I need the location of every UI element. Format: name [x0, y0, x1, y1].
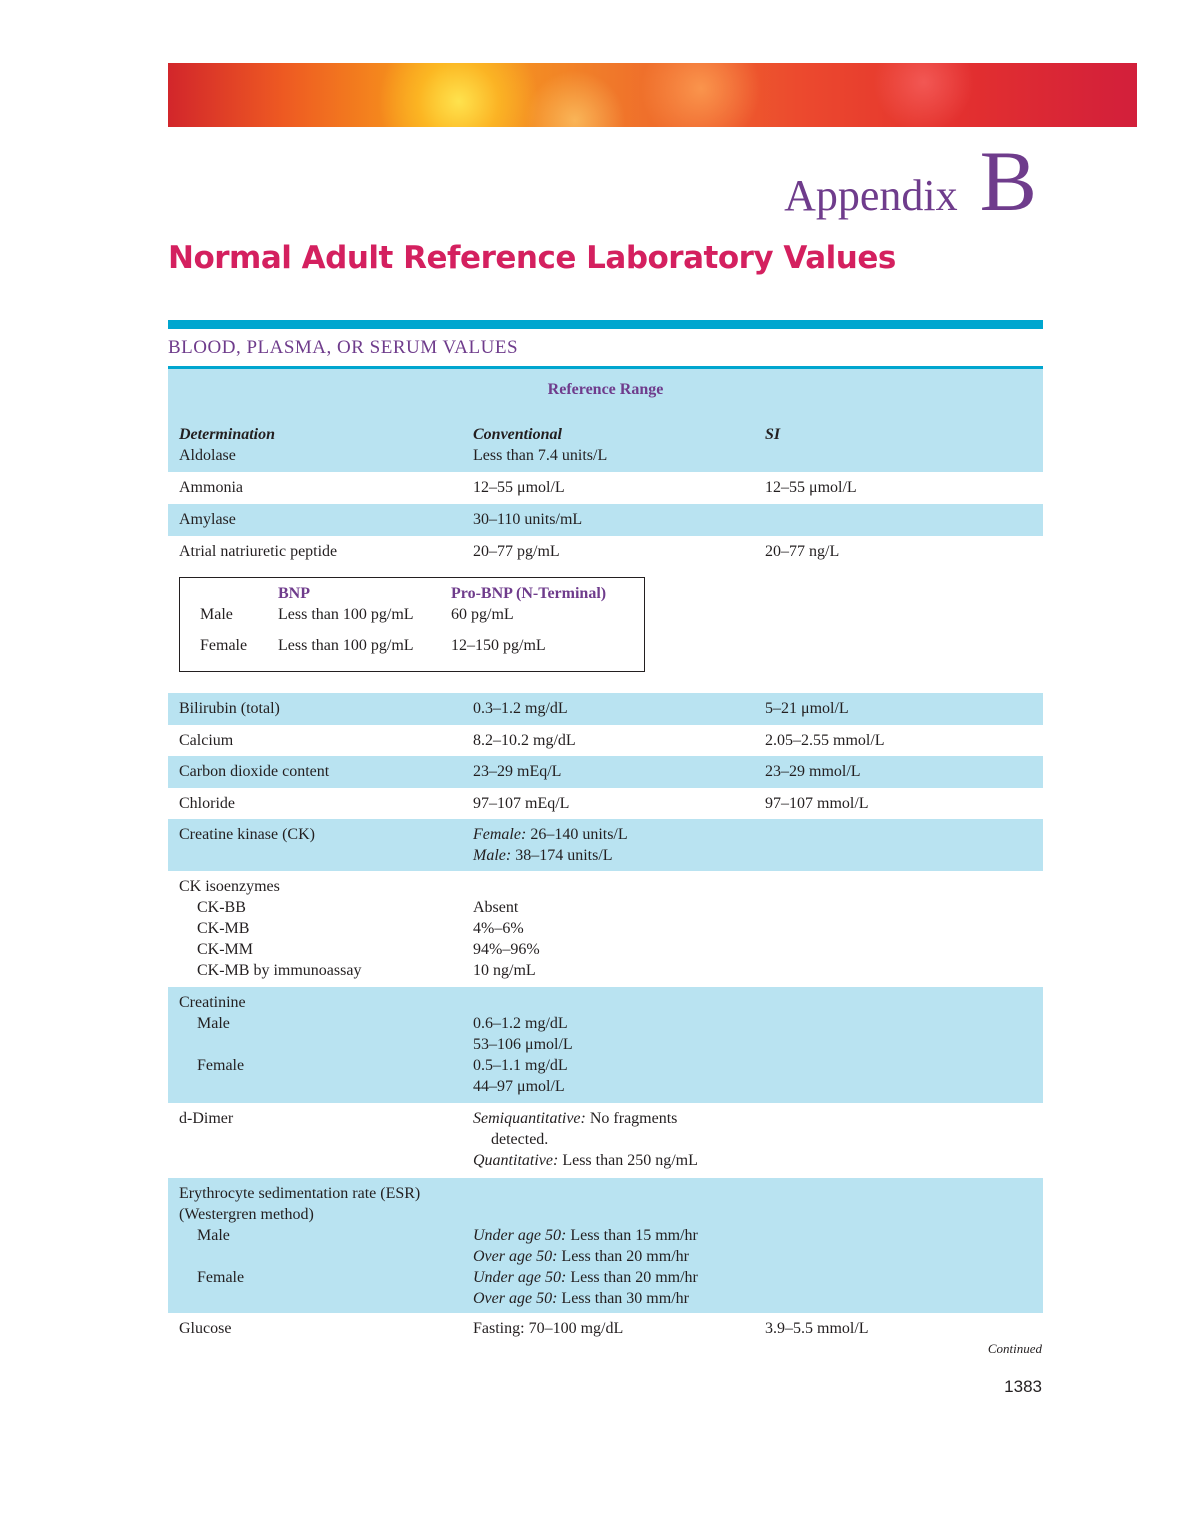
- determination-cell: Creatine kinase (CK): [179, 826, 315, 843]
- subitem-cell: Female: [197, 1057, 245, 1074]
- si-cell: 23–29 mmol/L: [765, 763, 861, 780]
- determination-cell: Chloride: [179, 795, 235, 812]
- column-header-si: SI: [765, 426, 781, 443]
- appendix-word: Appendix: [784, 171, 958, 220]
- conventional-cell: 8.2–10.2 mg/dL: [473, 732, 576, 749]
- conventional-cell: Fasting: 70–100 mg/dL: [473, 1320, 624, 1337]
- bnp-sex-cell: Female: [200, 637, 248, 654]
- conventional-cell: Semiquantitative: No fragments: [473, 1110, 678, 1127]
- conventional-cell: 53–106 μmol/L: [473, 1036, 573, 1053]
- table-row: [168, 1178, 1043, 1313]
- continued-note: Continued: [987, 1341, 1042, 1356]
- conventional-cell: Over age 50: Less than 30 mm/hr: [473, 1290, 689, 1307]
- si-cell: 5–21 μmol/L: [765, 700, 849, 717]
- conventional-cell: Male: 38–174 units/L: [473, 847, 613, 864]
- probnp-column-header: Pro-BNP (N-Terminal): [451, 585, 607, 602]
- determination-cell: Bilirubin (total): [179, 700, 280, 717]
- reference-range-heading: Reference Range: [547, 381, 664, 398]
- conventional-cell: 12–55 μmol/L: [473, 479, 565, 496]
- conventional-cell: 23–29 mEq/L: [473, 763, 562, 780]
- conventional-cell: detected.: [491, 1131, 549, 1148]
- conventional-cell: 20–77 pg/mL: [473, 543, 560, 560]
- subitem-cell: Female: [197, 1269, 245, 1286]
- conventional-cell: 44–97 μmol/L: [473, 1078, 565, 1095]
- subitem-cell: CK-MB by immunoassay: [197, 962, 362, 979]
- determination-cell: Amylase: [179, 511, 236, 528]
- si-cell: 12–55 μmol/L: [765, 479, 857, 496]
- appendix-heading: [784, 133, 1037, 229]
- table-row: [168, 1313, 1043, 1345]
- page-number: 1383: [1004, 1377, 1042, 1396]
- determination-cell: (Westergren method): [179, 1206, 314, 1223]
- si-cell: 3.9–5.5 mmol/L: [765, 1320, 869, 1337]
- determination-cell: Ammonia: [179, 479, 243, 496]
- bnp-column-header: BNP: [278, 585, 310, 602]
- conventional-cell: Quantitative: Less than 250 ng/mL: [473, 1152, 698, 1169]
- conventional-cell: 0.5–1.1 mg/dL: [473, 1057, 568, 1074]
- determination-cell: Carbon dioxide content: [179, 763, 330, 780]
- conventional-cell: Under age 50: Less than 20 mm/hr: [473, 1269, 698, 1286]
- subitem-cell: Male: [197, 1015, 230, 1032]
- bnp-subtable: [179, 577, 645, 672]
- si-cell: 20–77 ng/L: [765, 543, 840, 560]
- conventional-cell: 97–107 mEq/L: [473, 795, 570, 812]
- determination-cell: Aldolase: [179, 447, 236, 464]
- subitem-cell: CK-MB: [197, 920, 250, 937]
- conventional-cell: 4%–6%: [473, 920, 524, 937]
- section-title: BLOOD, PLASMA, OR SERUM VALUES: [168, 337, 519, 358]
- determination-cell: Atrial natriuretic peptide: [179, 543, 338, 560]
- conventional-cell: Absent: [473, 899, 519, 916]
- determination-cell: Calcium: [179, 732, 234, 749]
- conventional-cell: Less than 7.4 units/L: [473, 447, 608, 464]
- determination-cell: Glucose: [179, 1320, 232, 1337]
- column-header-determination: Determination: [179, 426, 276, 443]
- determination-cell: CK isoenzymes: [179, 878, 280, 895]
- probnp-value-cell: 12–150 pg/mL: [451, 637, 546, 654]
- table-row: [168, 725, 1043, 756]
- conventional-cell: 94%–96%: [473, 941, 540, 958]
- subitem-cell: Male: [197, 1227, 230, 1244]
- conventional-cell: 30–110 units/mL: [473, 511, 583, 528]
- conventional-cell: Female: 26–140 units/L: [473, 826, 628, 843]
- si-cell: 2.05–2.55 mmol/L: [765, 732, 885, 749]
- bnp-value-cell: Less than 100 pg/mL: [278, 637, 414, 654]
- section-divider-thick: [168, 320, 1043, 329]
- determination-cell: d-Dimer: [179, 1110, 234, 1127]
- bnp-value-cell: Less than 100 pg/mL: [278, 606, 414, 623]
- conventional-cell: Over age 50: Less than 20 mm/hr: [473, 1248, 689, 1265]
- table-row: [168, 1103, 1043, 1178]
- determination-cell: Creatinine: [179, 994, 246, 1011]
- conventional-cell: 0.6–1.2 mg/dL: [473, 1015, 568, 1032]
- table-row: [168, 756, 1043, 788]
- si-cell: 97–107 mmol/L: [765, 795, 869, 812]
- subitem-cell: CK-MM: [197, 941, 254, 958]
- table-header-row: [168, 369, 1043, 472]
- conventional-cell: 0.3–1.2 mg/dL: [473, 700, 568, 717]
- table-row: [168, 871, 1043, 987]
- table-row: [168, 504, 1043, 536]
- appendix-letter: B: [979, 133, 1037, 229]
- bnp-sex-cell: Male: [200, 606, 233, 623]
- table-row: [168, 693, 1043, 725]
- page-title: Normal Adult Reference Laboratory Values: [168, 240, 896, 276]
- subitem-cell: CK-BB: [197, 899, 246, 916]
- table-row: [168, 472, 1043, 504]
- header-banner-image: [168, 63, 1137, 127]
- determination-cell: Erythrocyte sedimentation rate (ESR): [179, 1185, 421, 1202]
- conventional-cell: 10 ng/mL: [473, 962, 536, 979]
- table-row: [168, 819, 1043, 871]
- probnp-value-cell: 60 pg/mL: [451, 606, 514, 623]
- column-header-conventional: Conventional: [473, 426, 562, 443]
- conventional-cell: Under age 50: Less than 15 mm/hr: [473, 1227, 698, 1244]
- table-row: [168, 788, 1043, 819]
- table-row: [168, 987, 1043, 1103]
